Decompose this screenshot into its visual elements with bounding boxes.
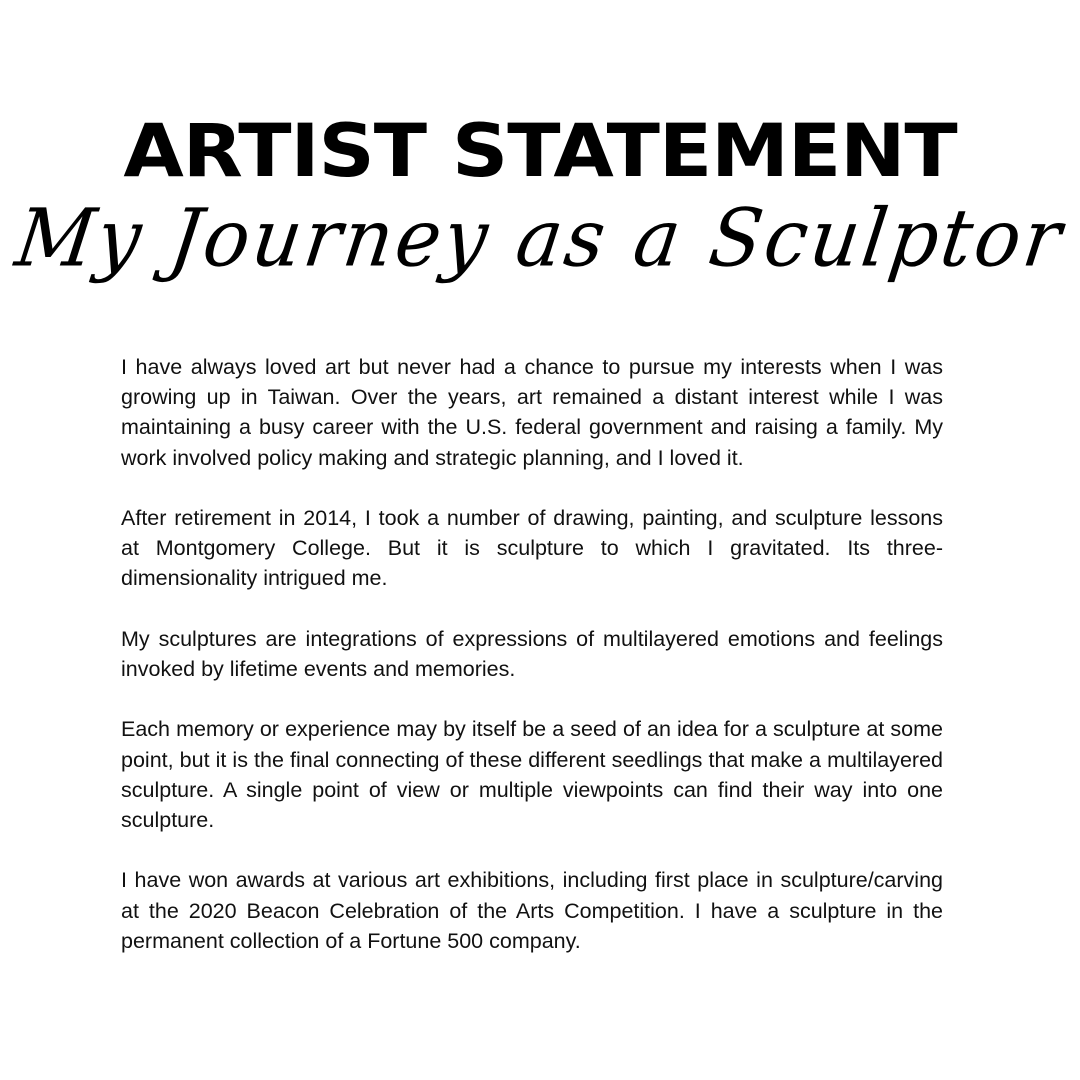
statement-paragraph-2: After retirement in 2014, I took a number of drawing, painting, and sculpture lessons at Montgomery College. But it is sculpture to which I gravitated. Its three-dimensionality intrigued me. [121,506,943,591]
statement-paragraph-1: I have always loved art but never had a chance to pursue my interests when I was growing up in Taiwan. Over the years, art remained a distant interest while I was maintaining a busy career with the U.S. federal government and raising a family. My work involved policy making and strategic planning, and I loved it. [121,355,943,470]
statement-body [121,352,943,986]
page-subtitle: My Journey as a Sculptor [10,190,1070,285]
statement-paragraph-4: Each memory or experience may by itself be a seed of an idea for a sculpture at some point, but it is the final connecting of these different seedlings that make a multilayered sculpture. A single point of view or multiple viewpoints can find their way into one sculpture. [121,717,943,832]
statement-paragraph-3: My sculptures are integrations of expressions of multilayered emotions and feelings invoked by lifetime events and memories. [121,626,943,681]
statement-paragraph-5: I have won awards at various art exhibitions, including first place in sculpture/carving at the 2020 Beacon Celebration of the Arts Competition. I have a sculpture in the permanent collection of a Fortune 500 company. [121,868,943,953]
page-title: ARTIST STATEMENT [123,109,957,194]
